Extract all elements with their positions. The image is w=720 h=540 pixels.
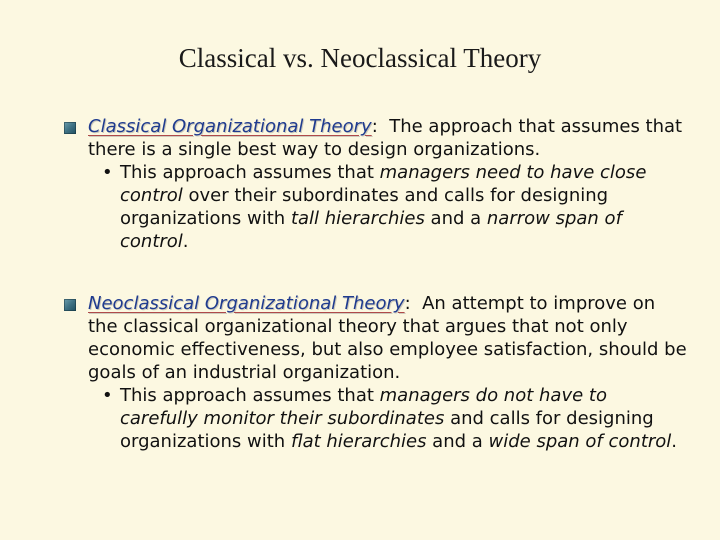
slide-title: Classical vs. Neoclassical Theory (178, 43, 542, 73)
square-bullet-icon (64, 122, 76, 134)
definition-classical: The approach that assumes that there is a single best way to design organizations. (88, 116, 688, 160)
sub-bullet-neoclassical (102, 384, 688, 453)
sub-bullet-dot: • (102, 385, 113, 406)
emphasis-text: narrow span of control (120, 208, 622, 252)
sub-text: . (671, 431, 678, 452)
term-classical: Classical Organizational Theory (88, 116, 372, 137)
bullet-classical-theory (88, 115, 688, 253)
sub-text: and calls for designing organizations with (120, 408, 654, 452)
definition-neoclassical: An attempt to improve on the classical organizational theory that argues that not only economic effectiveness, but also employee satisfaction, should be goals of an industrial organization. (88, 293, 693, 383)
sub-text: . (182, 231, 189, 252)
emphasis-text: managers need to have close control (120, 162, 647, 206)
sub-bullet-dot: • (102, 162, 113, 183)
emphasis-text: wide span of control (488, 431, 672, 452)
sub-text: This approach assumes that (120, 385, 380, 406)
emphasis-text: tall hierarchies (290, 208, 425, 229)
sub-bullet-classical (102, 161, 688, 253)
sub-text: over their subordinates and calls for designing organizations with (120, 185, 609, 229)
emphasis-text: flat hierarchies (290, 431, 427, 452)
term-neoclassical: Neoclassical Organizational Theory (88, 293, 405, 314)
bullet-neoclassical-theory (88, 292, 693, 453)
sub-text: and a (426, 431, 489, 452)
term-separator: : (371, 116, 378, 137)
term-separator: : (404, 293, 411, 314)
emphasis-text: managers do not have to carefully monitor their subordinates (120, 385, 607, 429)
square-bullet-icon (64, 299, 76, 311)
sub-text: and a (424, 208, 487, 229)
sub-text: This approach assumes that (120, 162, 380, 183)
